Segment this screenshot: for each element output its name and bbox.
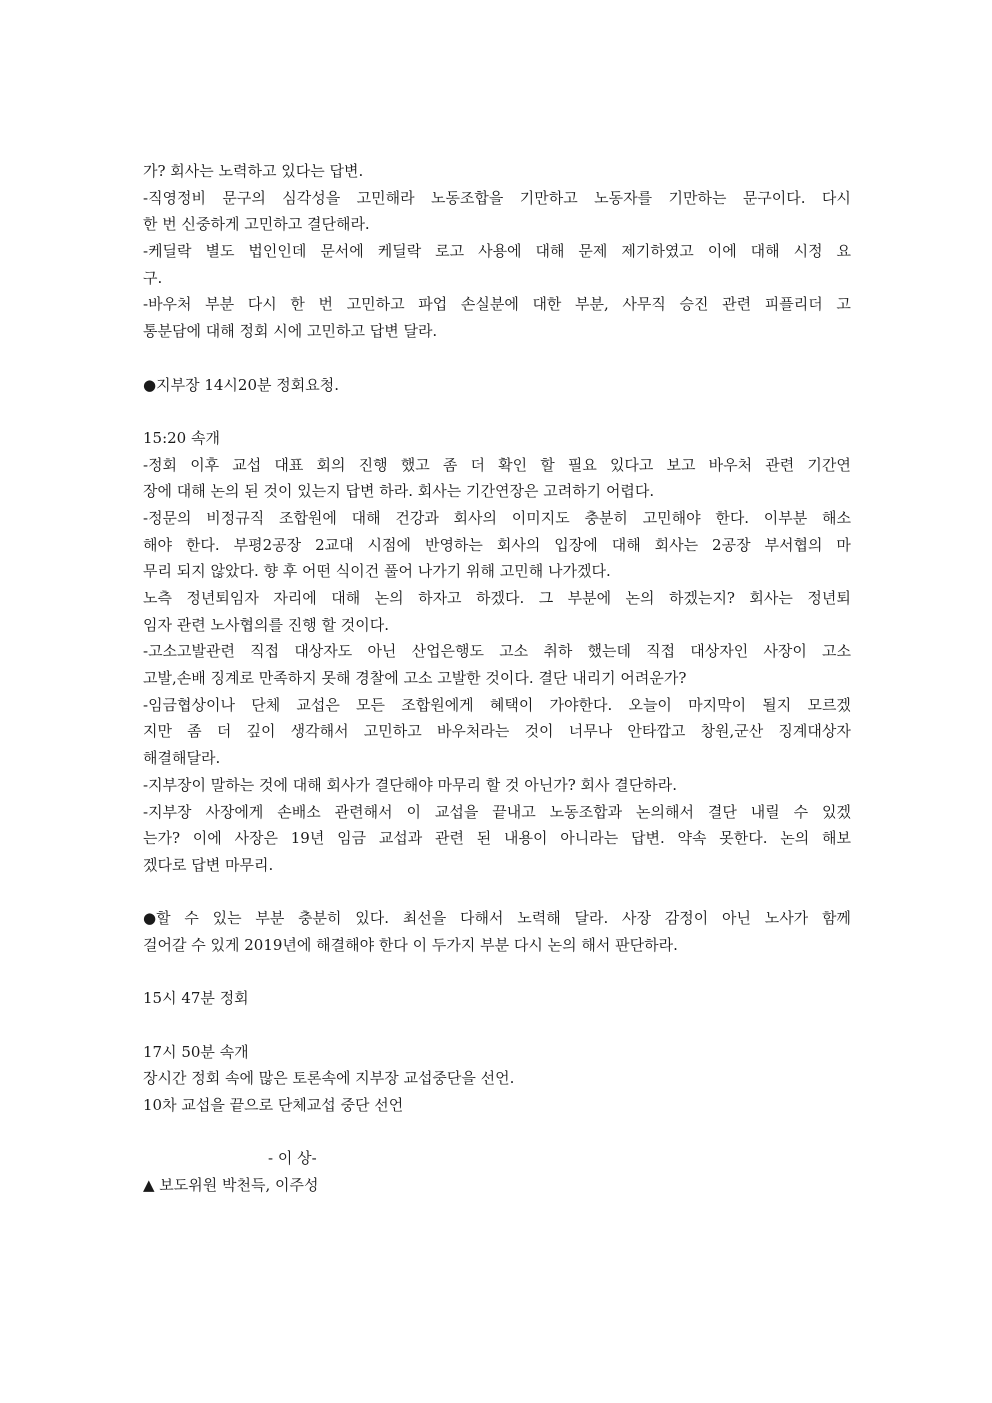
word: -직영정비 xyxy=(143,188,207,207)
word: 수 xyxy=(793,802,809,821)
word: 비정규직 xyxy=(206,508,265,527)
word: 한다. xyxy=(715,508,750,527)
word: 대상자도 xyxy=(294,642,353,661)
text-line: 겠다로 답변 마무리. xyxy=(143,855,274,874)
word: 논의 xyxy=(780,829,810,848)
word: 보고 xyxy=(666,455,696,474)
word: 대해 xyxy=(611,535,641,554)
word: 좀 xyxy=(442,455,458,474)
word: 관련 xyxy=(722,295,752,314)
word: 입장에 xyxy=(554,535,598,554)
word: 고민해야 xyxy=(642,508,701,527)
word: 함께 xyxy=(821,909,851,928)
word: 별도 xyxy=(205,242,235,261)
word: 있다고 xyxy=(609,455,654,474)
word: 는가? xyxy=(143,829,181,848)
word: 너무나 xyxy=(568,722,613,741)
text-line: 15시 47분 정회 xyxy=(143,989,249,1008)
word: 생각해서 xyxy=(290,722,349,741)
word: 사장은 xyxy=(234,829,278,848)
word: 시점에 xyxy=(367,535,412,554)
text-line: 해결해달라. xyxy=(143,749,221,768)
word: 이 xyxy=(406,802,422,821)
word: 사장에게 xyxy=(205,802,264,821)
blank-line xyxy=(143,398,851,425)
word: -바우처 xyxy=(143,295,192,314)
word: 정년퇴 xyxy=(807,589,851,607)
text-line: 17시 50분 속개 xyxy=(143,1042,249,1061)
word: 최선을 xyxy=(402,909,447,928)
word: 요 xyxy=(836,242,851,261)
word: 피플리더 xyxy=(764,295,823,314)
text-line xyxy=(143,692,851,719)
word: 단체 xyxy=(251,695,281,714)
word: 논의 xyxy=(625,589,655,607)
word: 했는데 xyxy=(587,642,631,661)
blank-line xyxy=(143,345,851,372)
word: 한 xyxy=(290,295,305,314)
word: 부분, xyxy=(575,295,609,314)
closing-mark: - 이 상- xyxy=(268,1149,317,1168)
word: 19년 xyxy=(290,829,325,848)
word: 수 xyxy=(184,909,199,928)
word: 감정이 xyxy=(664,909,709,928)
text-line: 한 번 신중하게 고민하고 결단해라. xyxy=(143,215,370,234)
word: 논의 xyxy=(374,589,404,607)
word: 회사의 xyxy=(496,535,541,554)
word: 고소 xyxy=(822,642,851,661)
word: 승진 xyxy=(679,295,709,314)
word: -임금협상이나 xyxy=(143,695,236,714)
word: 사용에 xyxy=(478,242,522,261)
word: 관련해서 xyxy=(334,802,393,821)
word: 것이 xyxy=(524,722,554,741)
text-line xyxy=(143,718,851,745)
word: 노동조합과 xyxy=(549,802,623,821)
word: 지만 xyxy=(143,722,172,741)
word: 하겠는지? xyxy=(668,589,735,607)
word: 손배소 xyxy=(277,802,321,821)
word: 이미지도 xyxy=(511,508,570,527)
word: 반영하는 xyxy=(424,535,483,554)
word: 안타깝고 xyxy=(627,722,686,741)
word: 아닌 xyxy=(721,909,751,928)
word: -지부장 xyxy=(143,802,192,821)
word: 로고 xyxy=(435,242,465,261)
text-line: ●지부장 14시20분 정회요청. xyxy=(143,375,339,394)
word: 하자고 xyxy=(418,589,462,607)
word: 모든 xyxy=(356,695,386,714)
word: ●할 xyxy=(143,909,171,928)
word: 하겠다. xyxy=(476,589,525,607)
word: 한다. xyxy=(185,535,220,554)
word: 취하 xyxy=(543,642,573,661)
word: 논의해서 xyxy=(636,802,694,821)
word: 기만하고 xyxy=(519,188,578,207)
word: 더 xyxy=(470,455,485,474)
word: 고소 xyxy=(499,642,529,661)
word: 문구의 xyxy=(222,188,266,207)
text-line xyxy=(143,505,851,532)
word: 고민하고 xyxy=(363,722,422,741)
word: 부평2공장 xyxy=(233,535,302,554)
word: 교섭과 xyxy=(378,829,423,848)
word: 노력해 xyxy=(517,909,561,928)
word: 문제 xyxy=(578,242,608,261)
word: 못한다. xyxy=(719,829,768,848)
word: 할 xyxy=(540,455,555,474)
word: 내용이 xyxy=(504,829,548,848)
word: 직접 xyxy=(646,642,676,661)
word: 건강과 xyxy=(395,508,439,527)
text-line xyxy=(143,452,851,479)
text-line: 고발,손배 징계로 만족하지 못해 경찰에 고소 고발한 것이다. 결단 내리기 어려운가? xyxy=(143,669,687,688)
word: 마 xyxy=(836,535,851,554)
word: 노측 xyxy=(143,589,172,607)
word: 산업은행도 xyxy=(411,642,485,661)
word: 이에 xyxy=(192,829,222,848)
word: 창원,군산 xyxy=(700,722,764,741)
word: 노동조합을 xyxy=(430,188,504,207)
word: 고 xyxy=(836,295,851,314)
text-line: 걸어갈 수 있게 2019년에 해결해야 한다 이 두가지 부분 다시 논의 해서 판단하라. xyxy=(143,935,678,954)
word: 대해 xyxy=(750,242,780,261)
word: 있겠 xyxy=(822,802,851,821)
word: 그 xyxy=(538,589,554,607)
word: 문서에 xyxy=(320,242,364,261)
word: 심각성을 xyxy=(282,188,341,207)
word: 부서협의 xyxy=(764,535,823,554)
word: 다시 xyxy=(821,188,851,207)
text-line xyxy=(143,638,851,665)
text-line: 통분담에 대해 정회 시에 고민하고 답변 달라. xyxy=(143,322,438,341)
word: 혜택이 xyxy=(489,695,534,714)
word: 법인인데 xyxy=(248,242,307,261)
blank-line xyxy=(143,1119,851,1146)
word: 부분 xyxy=(255,909,285,928)
word: 기간연 xyxy=(807,455,851,474)
text-line xyxy=(143,291,851,318)
word: 달라. xyxy=(574,909,609,928)
word: 정년퇴임자 xyxy=(186,589,259,607)
word: 약속 xyxy=(677,829,707,848)
word: 고민해라 xyxy=(356,188,415,207)
text-line xyxy=(143,532,851,559)
blank-line xyxy=(143,1012,851,1039)
word: 회사는 xyxy=(749,589,793,607)
word: 대표 xyxy=(274,455,304,474)
blank-line xyxy=(143,879,851,906)
word: 사장이 xyxy=(763,642,807,661)
word: 모르겠 xyxy=(807,695,851,714)
word: 사장 xyxy=(622,909,651,928)
text-line: 가? 회사는 노력하고 있다는 답변. xyxy=(143,162,364,180)
word: 교섭은 xyxy=(296,695,340,714)
word: 자리에 xyxy=(273,589,317,607)
word: 될지 xyxy=(762,695,792,714)
word: 문구이다. xyxy=(742,188,806,207)
word: 충분히 xyxy=(298,909,342,928)
word: -케딜락 xyxy=(143,242,192,261)
document-body xyxy=(143,158,851,1199)
text-line xyxy=(143,799,851,826)
word: 기만하는 xyxy=(668,188,727,207)
word: 해보 xyxy=(821,829,851,848)
word: 파업 xyxy=(418,295,448,314)
word: 아닌 xyxy=(367,642,397,661)
word: 대상자인 xyxy=(690,642,749,661)
word: 2교대 xyxy=(315,535,354,554)
word: 노동자를 xyxy=(594,188,653,207)
word: 내릴 xyxy=(750,802,780,821)
word: 이에 xyxy=(707,242,737,261)
word: 좀 xyxy=(187,722,202,741)
word: 부분 xyxy=(205,295,235,314)
text-line: 10차 교섭을 끝으로 단체교섭 중단 선언 xyxy=(143,1096,404,1115)
word: 대해 xyxy=(331,589,361,607)
word: 2공장 xyxy=(712,535,751,554)
word: 해야 xyxy=(143,535,172,554)
text-line: 임자 관련 노사협의를 진행 할 것이다. xyxy=(143,615,389,634)
text-line: 무리 되지 않았다. 향 후 어떤 식이건 풀어 나가기 위해 고민해 나가겠다. xyxy=(143,562,611,581)
word: 교섭 xyxy=(232,455,262,474)
word: 노사가 xyxy=(764,909,809,928)
word: 대해 xyxy=(351,508,381,527)
word: 이후 xyxy=(190,455,220,474)
word: 회사는 xyxy=(654,535,699,554)
text-line xyxy=(143,825,851,852)
text-line: 장에 대해 논의 된 것이 있는지 답변 하라. 회사는 기간연장은 고려하기 어렵다. xyxy=(143,482,655,501)
word: 손실분에 xyxy=(460,295,519,314)
word: 부분에 xyxy=(567,589,612,607)
text-line xyxy=(143,185,851,212)
word: 가야한다. xyxy=(549,695,613,714)
word: 답변. xyxy=(630,829,665,848)
word: 제기하였고 xyxy=(621,242,694,261)
word: 더 xyxy=(216,722,232,741)
word: 회의 xyxy=(316,455,346,474)
word: 다시 xyxy=(247,295,277,314)
word: -고소고발관련 xyxy=(143,642,236,661)
word: -정회 xyxy=(143,455,178,474)
word: 진행 xyxy=(358,455,388,474)
word: 이부분 xyxy=(763,508,808,527)
word: 대한 xyxy=(532,295,562,314)
text-line: 장시간 정회 속에 많은 토론속에 지부장 교섭중단을 선언. xyxy=(143,1069,515,1088)
word: 사무직 xyxy=(622,295,666,314)
word: 교섭을 xyxy=(434,802,479,821)
word: 조합원에 xyxy=(278,508,337,527)
word: 시정 xyxy=(793,242,823,261)
word: 조합원에게 xyxy=(401,695,474,714)
word: 직접 xyxy=(250,642,280,661)
word: 오늘이 xyxy=(628,695,672,714)
word: 임금 xyxy=(337,829,367,848)
word: 했고 xyxy=(400,455,430,474)
word: 아니라는 xyxy=(560,829,619,848)
word: 대해 xyxy=(535,242,565,261)
word: -정문의 xyxy=(143,508,192,527)
word: 바우처 xyxy=(708,455,753,474)
word: 다해서 xyxy=(460,909,504,928)
text-line xyxy=(143,905,851,932)
word: 고민하고 xyxy=(346,295,405,314)
word: 징계대상자 xyxy=(778,722,851,741)
text-line: -지부장이 말하는 것에 대해 회사가 결단해야 마무리 할 것 아닌가? 회사 결단하라. xyxy=(143,775,678,794)
text-line: 구. xyxy=(143,268,163,287)
word: 있는 xyxy=(212,909,242,928)
text-line: 15:20 속개 xyxy=(143,428,220,447)
word: 끝내고 xyxy=(492,802,536,821)
word: 번 xyxy=(318,295,334,314)
word: 필요 xyxy=(567,455,597,474)
word: 된 xyxy=(476,829,492,848)
word: 마지막이 xyxy=(688,695,747,714)
word: 케딜락 xyxy=(377,242,422,261)
word: 관련 xyxy=(765,455,795,474)
word: 해소 xyxy=(822,508,851,527)
word: 관련 xyxy=(435,829,465,848)
word: 바우처라는 xyxy=(436,722,510,741)
word: 결단 xyxy=(707,802,737,821)
text-line xyxy=(143,585,851,612)
word: 회사의 xyxy=(453,508,498,527)
text-line xyxy=(143,238,851,265)
word: 충분히 xyxy=(584,508,628,527)
text-line: ▲ 보도위원 박천득, 이주성 xyxy=(143,1176,319,1195)
blank-line xyxy=(143,959,851,986)
word: 확인 xyxy=(498,455,528,474)
word: 있다. xyxy=(355,909,390,928)
word: 깊이 xyxy=(246,722,276,741)
